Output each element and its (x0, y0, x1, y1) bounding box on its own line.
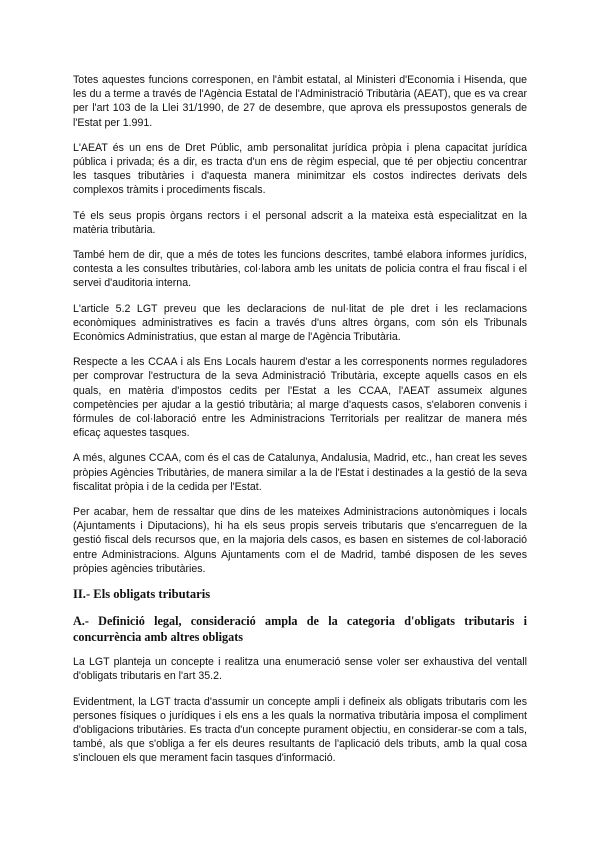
paragraph-regional-agencies: A més, algunes CCAA, com és el cas de Catalunya, Andalusia, Madrid, etc., han creat les seves pròpies Agències Tributàries, de manera similar a la de l'Estat i destinades a la gestió de la seva fiscalitat pròpia i de la cedida per l'Estat. (73, 452, 527, 493)
section-heading: II.- Els obligats tributaris (73, 587, 211, 602)
paragraph-conclusion: Per acabar, hem de ressaltar que dins de les mateixes Administracions autonòmiques i locals (Ajuntaments i Diputacions), hi ha els seus propis serveis tributaris que s'encarreguen de la gestió fiscal dels recursos que, en la majoria dels casos, es basen en sistemes de col·laboració entre Administracions. Alguns Ajuntaments com el de Madrid, també disposen de les seves pròpies agències tributàries. (73, 506, 527, 575)
paragraph-ccaa-local: Respecte a les CCAA i als Ens Locals haurem d'estar a les corresponents normes reguladores per comprovar l'estructura de la seva Administració Tributària, excepte aquells casos en els quals, en matèria d'impostos cedits per l'Estat a les CCAA, l'AEAT assumeix algunes competències per ajudar a la gestió tributària; al marge d'aquests casos, s'elaboren convenis i fórmules de col·laboració entre les Administracions Territorials per realitzar de manera més eficaç aquestes tasques. (73, 356, 527, 440)
paragraph-lgt-concept: La LGT planteja un concepte i realitza una enumeració sense voler ser exhaustiva del ventall d'obligats tributaris en l'art 35.2. (73, 656, 527, 683)
subsection-heading: A.- Definició legal, consideració ampla de la categoria d'obligats tributaris i concurrència amb altres obligats (73, 614, 527, 645)
paragraph-aeat-definition: L'AEAT és un ens de Dret Públic, amb personalitat jurídica pròpia i plena capacitat jurídica pública i privada; és a dir, es tracta d'un ens de règim especial, que té per objectiu concentrar les tasques tributàries i d'aquesta manera minimitzar els costos indirectes derivats dels complexos tràmits i procediments fiscals. (73, 141, 527, 197)
paragraph-other-functions: També hem de dir, que a més de totes les funcions descrites, també elabora informes jurídics, contesta a les consultes tributàries, col·labora amb les unitats de policia contra el frau fiscal i el servei d'auditoria interna. (73, 249, 527, 290)
paragraph-governing-bodies: Té els seus propis òrgans rectors i el personal adscrit a la mateixa està especialitzat en la matèria tributària. (73, 209, 527, 236)
paragraph-lgt-broad-concept: Evidentment, la LGT tracta d'assumir un concepte ampli i defineix als obligats tributaris com les persones físiques o jurídiques i els ens a les quals la normativa tributària imposa el compliment d'obligacions tributàries. Es tracta d'un concepte purament objectiu, en considerar-se com a tals, també, als que s'obliga a fer els deures resultants de l'aplicació dels tributs, amb la qual cosa s'inclouen els que merament facin tasques d'informació. (73, 695, 527, 765)
paragraph-aeat-ministry: Totes aquestes funcions corresponen, en l'àmbit estatal, al Ministeri d'Economia i Hisenda, que les du a terme a través de l'Agència Estatal de l'Administració Tributària (AEAT), que es va crear per l'art 103 de la Llei 31/1990, de 27 de desembre, que aprova els pressupostos generals de l'Estat per 1.991. (73, 74, 527, 129)
paragraph-article-5-2: L'article 5.2 LGT preveu que les declaracions de nul·litat de ple dret i les reclamacions econòmiques administratives es facin a través d'uns altres òrgans, com són els Tribunals Econòmics Administratius, que estan al marge de l'Agència Tributària. (73, 302, 527, 344)
document-body (73, 73, 527, 777)
